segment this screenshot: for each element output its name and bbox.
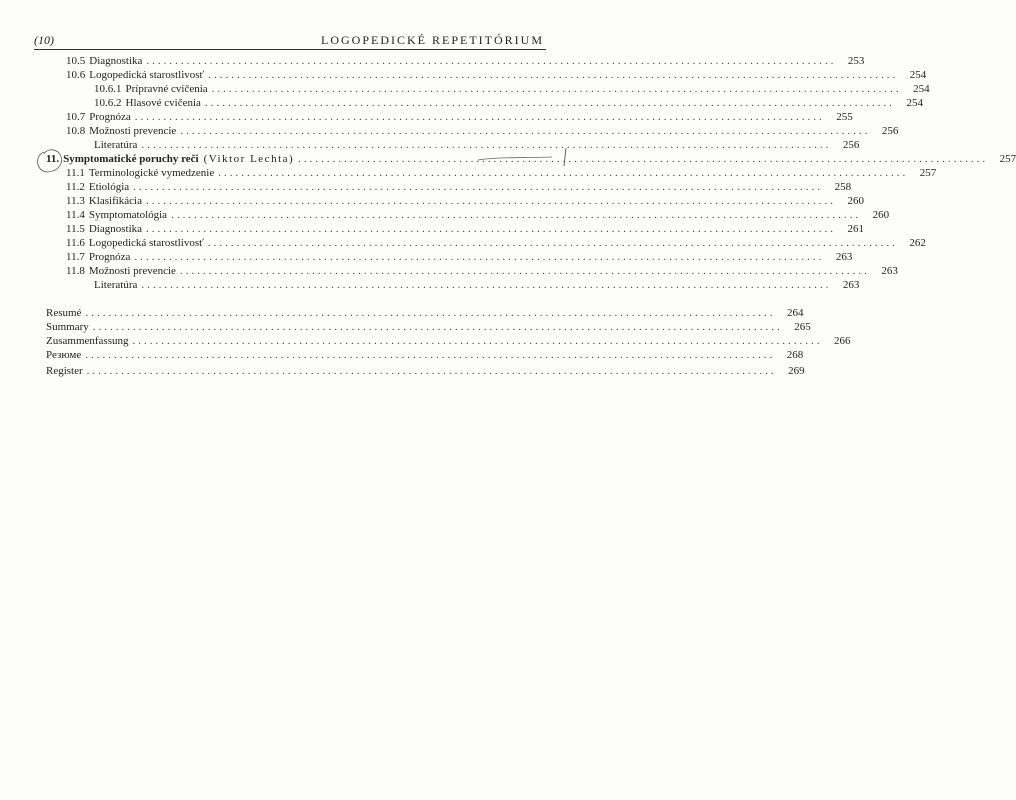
toc-entry-page: 257 [999, 153, 1016, 165]
running-header [34, 33, 546, 50]
dot-leader: ........................................................................................................................ [134, 111, 825, 123]
toc-entry [46, 152, 1016, 166]
toc-entry-author: (Viktor Lechta) [203, 153, 295, 165]
dot-leader: ........................................................................................................................ [211, 83, 902, 95]
toc-entry-page: 258 [834, 181, 852, 193]
toc-entry-title: Summary [46, 321, 89, 333]
toc-entry-page: 262 [909, 237, 926, 249]
dot-leader: ........................................................................................................................ [179, 265, 870, 277]
toc-entry-page: 268 [786, 349, 804, 361]
toc-entry [46, 306, 804, 320]
toc-entry-page: 256 [842, 139, 860, 151]
toc-entry-title: Literatúra [94, 279, 138, 291]
toc-entry [66, 166, 937, 180]
toc-entry-title: Resumé [46, 307, 82, 319]
toc-entry-title: Register [46, 365, 83, 377]
toc-entry-title: Možnosti prevencie [88, 265, 176, 277]
dot-leader: ........................................................................................................................ [218, 167, 909, 179]
toc-entry [46, 348, 804, 362]
toc-entry-number: 11.8 [66, 265, 85, 277]
toc-entry-page: 261 [847, 223, 865, 235]
toc-entry-page: 254 [909, 69, 927, 81]
toc-entry-page: 263 [881, 265, 898, 277]
toc-entry-number: 11.2 [66, 181, 85, 193]
toc-entry-page: 254 [906, 97, 923, 109]
dot-leader: ........................................................................................................................ [180, 125, 871, 137]
dot-leader: ........................................................................................................................ [146, 55, 837, 67]
dot-leader: ........................................................................................................................ [92, 321, 783, 333]
toc-entry-number: 11.3 [66, 195, 85, 207]
dot-leader: ........................................................................................................................ [298, 153, 989, 165]
toc-entry-title: Klasifikácia [88, 195, 142, 207]
toc-entry-number: 11.1 [66, 167, 85, 179]
dot-leader: ........................................................................................................................ [141, 139, 832, 151]
toc-entry-title: Literatúra [94, 139, 138, 151]
toc-entry-title: Zusammenfassung [46, 335, 129, 347]
toc-entry [66, 124, 899, 138]
dot-leader: ........................................................................................................................ [207, 237, 898, 249]
dot-leader: ........................................................................................................................ [85, 307, 776, 319]
toc-entry-title: Резюме [46, 349, 82, 361]
toc-entry-number: 10.8 [66, 125, 86, 137]
toc-entry [94, 96, 923, 110]
toc-entry-title: Diagnostika [88, 223, 143, 235]
toc-entry-number: 10.6.1 [94, 83, 122, 95]
toc-entry-title: Symptomatické poruchy reči [63, 153, 199, 165]
dot-leader: ........................................................................................................................ [208, 69, 899, 81]
toc-entry-title: Etiológia [88, 181, 130, 193]
toc-entry-number: 11.6 [66, 237, 85, 249]
toc-entry-page: 256 [881, 125, 899, 137]
toc-entry-page: 263 [842, 279, 860, 291]
toc-entry [46, 364, 805, 378]
toc-entry-title: Prognóza [89, 111, 131, 123]
toc-entry-page: 269 [788, 365, 805, 377]
toc-entry [94, 82, 930, 96]
toc-entry-page: 254 [913, 83, 930, 95]
toc-entry [66, 264, 898, 278]
toc-entry-title: Hlasové cvičenia [125, 97, 201, 109]
toc-entry-page: 253 [847, 55, 865, 67]
dot-leader: ........................................................................................................................ [146, 223, 837, 235]
dot-leader: ........................................................................................................................ [204, 97, 895, 109]
toc-entry [66, 110, 853, 124]
dot-leader: ........................................................................................................................ [85, 349, 776, 361]
toc-entry-title: Symptomatológia [88, 209, 168, 221]
toc-entry-page: 260 [847, 195, 864, 207]
toc-entry [66, 194, 864, 208]
toc-entry-number: 11.4 [66, 209, 85, 221]
toc-entry-page: 266 [833, 335, 851, 347]
toc-entry [46, 334, 851, 348]
toc-entry-page: 264 [786, 307, 804, 319]
toc-entry-title: Logopedická starostlivosť [88, 237, 204, 249]
toc-entry-page: 260 [872, 209, 890, 221]
toc-entry-page: 265 [794, 321, 811, 333]
toc-entry [94, 138, 860, 152]
toc-entry [66, 68, 927, 82]
toc-entry [66, 54, 865, 68]
toc-entry-title: Prípravné cvičenia [125, 83, 208, 95]
toc-entry [46, 320, 811, 334]
toc-entry-number: 10.6.2 [94, 97, 122, 109]
toc-entry [94, 278, 860, 292]
toc-entry-title: Prognóza [88, 251, 131, 263]
toc-entry-title: Terminologické vymedzenie [88, 167, 215, 179]
toc-entry-number: 10.6 [66, 69, 86, 81]
toc-entry [66, 208, 890, 222]
toc-entry [66, 250, 853, 264]
dot-leader: ........................................................................................................................ [133, 181, 824, 193]
toc-entry-title: Logopedická starostlivosť [89, 69, 205, 81]
toc-entry-number: 10.5 [66, 55, 86, 67]
toc-entry-page: 257 [919, 167, 937, 179]
dot-leader: ........................................................................................................................ [141, 279, 832, 291]
toc-entry [66, 180, 852, 194]
page-number: (10) [34, 33, 54, 47]
dot-leader: ........................................................................................................................ [86, 365, 777, 377]
toc-entry-number: 11. [46, 153, 60, 165]
toc-entry-title: Možnosti prevencie [89, 125, 177, 137]
dot-leader: ........................................................................................................................ [171, 209, 862, 221]
dot-leader: ........................................................................................................................ [146, 195, 836, 207]
dot-leader: ........................................................................................................................ [134, 251, 825, 263]
toc-entry [66, 222, 865, 236]
toc-entry-number: 10.7 [66, 111, 86, 123]
toc-entry-page: 263 [835, 251, 853, 263]
running-title: LOGOPEDICKÉ REPETITÓRIUM [321, 33, 544, 47]
toc-entry-page: 255 [836, 111, 853, 123]
dot-leader: ........................................................................................................................ [132, 335, 823, 347]
toc-entry [66, 236, 926, 250]
toc-entry-number: 11.5 [66, 223, 85, 235]
toc-entry-number: 11.7 [66, 251, 85, 263]
toc-entry-title: Diagnostika [89, 55, 143, 67]
